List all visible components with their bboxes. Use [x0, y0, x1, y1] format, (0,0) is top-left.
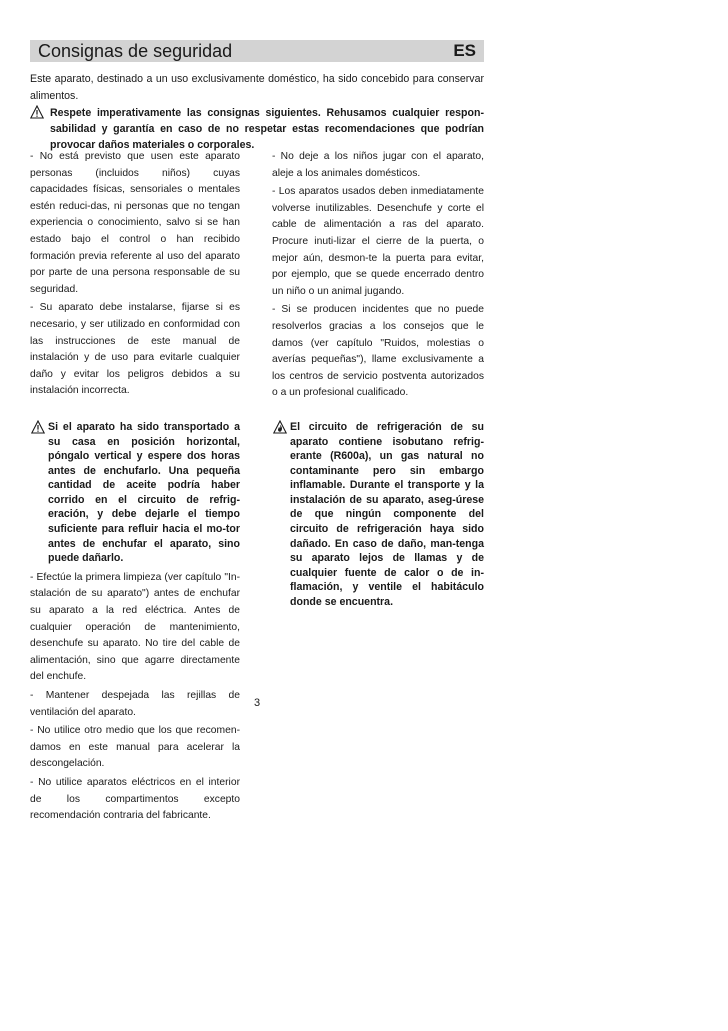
- paragraph-service: - Si se producen incidentes que no puede resolverlos gracias a los consejos que le damos (ver capítulo "Ruidos, molestias o averías pequeñas"), llame exclusivamente a los centros de servicio postventa autorizados o a un profesional cualificado.: [272, 304, 484, 399]
- left-column: [30, 149, 240, 827]
- paragraph-children-play: - No deje a los niños jugar con el aparato, aleje a los animales domésticos.: [272, 151, 484, 179]
- paragraph-disposal: - Los aparatos usados deben inmediatamente volverse inutilizables. Desenchufe y corte el cable de alimentación a ras del aparato. Procure inuti-lizar el cierre de la puerta, o mejor aún, desmon-te la puerta para evitar, por ejemplo, que se quede encerrado dentro un niño o un animal jugando.: [272, 186, 484, 297]
- paragraph-cleaning: - Efectúe la primera limpieza (ver capítulo "In-stalación de su aparato") antes de enchufar su aparato a la red eléctrica. Antes de cualquier operación de mantenimiento, desenchufe su aparato. No tire del cable de alimentación, sino que agarre directamente del enchufe.: [30, 571, 240, 683]
- refrigerant-warning-text: El circuito de refrigeración de su aparato contiene isobutano refrig-erante (R600a), un gas natural no contaminante pero sin embargo inflamable. Durante el transporte y la instalación de su aparato, aseg-úrese de que ningún componente del circuito de refrigeración haya sido dañado. En caso de daño, man-tenga su aparato lejos de llamas y de cualquier fuente de calor o de in-flamación, y ventile el habitáculo donde se encuentra.: [290, 420, 484, 609]
- page-number: 3: [253, 697, 261, 709]
- intro-paragraph: Este aparato, destinado a un uso exclusivamente doméstico, ha sido concebido para conservar alimentos.: [30, 73, 484, 102]
- language-code: ES: [453, 41, 476, 60]
- flammable-warning-icon: [273, 420, 287, 434]
- section-header: [30, 40, 484, 62]
- transport-warning-text: Si el aparato ha sido transportado a su casa en posición horizontal, póngalo vertical y espere dos horas antes de enchufarlo. Una pequeña cantidad de aceite podría haber corrido en el circuito de refrig-eración, y debe dejarle el tiempo suficiente para refluir hacia el mo-tor antes de enchufar el aparato, sino puede dañarlo.: [48, 420, 240, 565]
- paragraph-defrosting: - No utilice otro medio que los que recomen-damos en este manual para acelerar la descongelación.: [30, 725, 240, 770]
- warning-triangle-icon: [31, 420, 45, 434]
- paragraph-children-use: - No está previsto que usen este aparato personas (incluidos niños) cuyas capacidades físicas, sensoriales o mentales estén reduci-das, ni personas que no tengan experiencia o conocimiento, salvo si se han estado bajo el control o han recibido formación previa referente al uso del aparato por parte de una persona responsable de su seguridad.: [30, 151, 240, 295]
- general-warning: [30, 105, 484, 153]
- section-title: Consignas de seguridad: [38, 40, 233, 61]
- paragraph-installation: - Su aparato debe instalarse, fijarse si es necesario, y ser utilizado en conformidad con las instrucciones de este manual de instalación y de uso para evitarle cualquier daño y evitar los peligros debidos a su instalación incorrecta.: [30, 302, 240, 397]
- warning-triangle-icon: [30, 105, 44, 119]
- paragraph-ventilation: - Mantener despejada las rejillas de ventilación del aparato.: [30, 690, 240, 718]
- paragraph-electrical: - No utilice aparatos eléctricos en el interior de los compartimentos excepto recomendación contraria del fabricante.: [30, 776, 240, 822]
- general-warning-text: Respete imperativamente las consignas siguientes. Rehusamos cualquier respon-sabilidad y garantía en caso de no respetar estas recomendaciones que podrían provocar daños materiales o corporales.: [50, 107, 484, 151]
- refrigerant-warning: [272, 420, 484, 610]
- transport-warning: [30, 420, 240, 566]
- right-column: [272, 149, 484, 610]
